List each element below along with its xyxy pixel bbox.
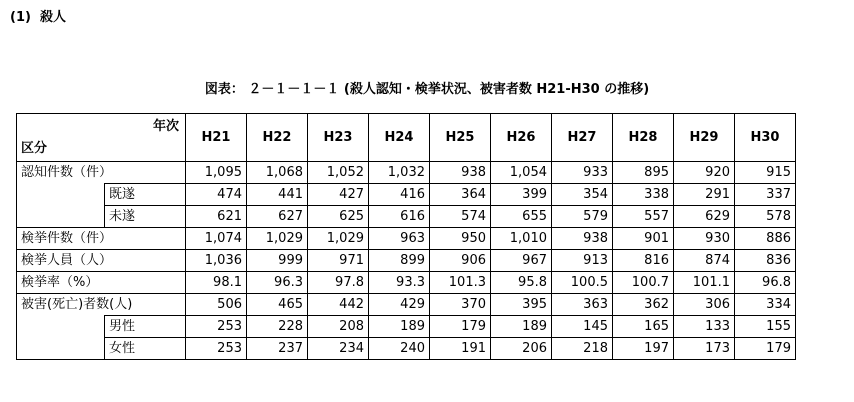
value-cell: 1,052	[308, 162, 369, 184]
value-cell: 191	[430, 338, 491, 360]
indent-cell	[17, 316, 105, 338]
table-row	[17, 338, 796, 360]
table-row	[17, 272, 796, 294]
value-cell: 1,029	[247, 228, 308, 250]
value-cell: 930	[674, 228, 735, 250]
value-cell: 370	[430, 294, 491, 316]
value-cell: 938	[430, 162, 491, 184]
sub-row-label: 女性	[105, 338, 186, 360]
value-cell: 474	[186, 184, 247, 206]
table-row	[17, 316, 796, 338]
value-cell: 362	[613, 294, 674, 316]
row-label: 被害(死亡)者数(人)	[17, 294, 186, 316]
sub-row-label: 未遂	[105, 206, 186, 228]
value-cell: 173	[674, 338, 735, 360]
section-heading: (1) 殺人	[10, 10, 66, 25]
value-cell: 97.8	[308, 272, 369, 294]
column-axis-label: 年次	[152, 119, 179, 134]
value-cell: 579	[552, 206, 613, 228]
header-row	[17, 114, 796, 162]
value-cell: 208	[308, 316, 369, 338]
table-row	[17, 228, 796, 250]
indent-cell	[17, 184, 105, 206]
value-cell: 999	[247, 250, 308, 272]
value-cell: 206	[491, 338, 552, 360]
value-cell: 1,054	[491, 162, 552, 184]
value-cell: 836	[735, 250, 796, 272]
value-cell: 629	[674, 206, 735, 228]
value-cell: 1,095	[186, 162, 247, 184]
year-header: H26	[491, 114, 552, 162]
table-row	[17, 162, 796, 184]
value-cell: 506	[186, 294, 247, 316]
value-cell: 189	[491, 316, 552, 338]
value-cell: 655	[491, 206, 552, 228]
value-cell: 899	[369, 250, 430, 272]
value-cell: 98.1	[186, 272, 247, 294]
value-cell: 967	[491, 250, 552, 272]
value-cell: 291	[674, 184, 735, 206]
table-caption: 図表： ２－１－１－１ (殺人認知・検挙状況、被害者数 H21-H30 の推移)	[204, 82, 650, 97]
sub-row-label: 男性	[105, 316, 186, 338]
value-cell: 625	[308, 206, 369, 228]
value-cell: 253	[186, 338, 247, 360]
value-cell: 96.3	[247, 272, 308, 294]
value-cell: 557	[613, 206, 674, 228]
value-cell: 100.7	[613, 272, 674, 294]
corner-cell	[17, 114, 186, 162]
value-cell: 101.1	[674, 272, 735, 294]
value-cell: 901	[613, 228, 674, 250]
value-cell: 240	[369, 338, 430, 360]
year-header: H30	[735, 114, 796, 162]
value-cell: 429	[369, 294, 430, 316]
value-cell: 364	[430, 184, 491, 206]
year-header: H29	[674, 114, 735, 162]
value-cell: 96.8	[735, 272, 796, 294]
value-cell: 1,036	[186, 250, 247, 272]
value-cell: 133	[674, 316, 735, 338]
row-label: 検挙件数（件）	[17, 228, 186, 250]
value-cell: 465	[247, 294, 308, 316]
statistics-table	[16, 113, 796, 360]
value-cell: 337	[735, 184, 796, 206]
value-cell: 913	[552, 250, 613, 272]
value-cell: 1,032	[369, 162, 430, 184]
value-cell: 1,074	[186, 228, 247, 250]
value-cell: 145	[552, 316, 613, 338]
value-cell: 155	[735, 316, 796, 338]
value-cell: 816	[613, 250, 674, 272]
value-cell: 886	[735, 228, 796, 250]
value-cell: 179	[735, 338, 796, 360]
value-cell: 1,029	[308, 228, 369, 250]
value-cell: 616	[369, 206, 430, 228]
value-cell: 416	[369, 184, 430, 206]
table-row	[17, 184, 796, 206]
value-cell: 578	[735, 206, 796, 228]
value-cell: 399	[491, 184, 552, 206]
value-cell: 621	[186, 206, 247, 228]
value-cell: 627	[247, 206, 308, 228]
value-cell: 363	[552, 294, 613, 316]
year-header: H25	[430, 114, 491, 162]
value-cell: 574	[430, 206, 491, 228]
year-header: H23	[308, 114, 369, 162]
value-cell: 237	[247, 338, 308, 360]
value-cell: 963	[369, 228, 430, 250]
year-header: H21	[186, 114, 247, 162]
value-cell: 971	[308, 250, 369, 272]
value-cell: 189	[369, 316, 430, 338]
value-cell: 165	[613, 316, 674, 338]
indent-cell	[17, 206, 105, 228]
value-cell: 906	[430, 250, 491, 272]
indent-cell	[17, 338, 105, 360]
value-cell: 218	[552, 338, 613, 360]
value-cell: 895	[613, 162, 674, 184]
row-axis-label: 区分	[21, 141, 48, 156]
value-cell: 354	[552, 184, 613, 206]
value-cell: 95.8	[491, 272, 552, 294]
value-cell: 306	[674, 294, 735, 316]
value-cell: 1,010	[491, 228, 552, 250]
value-cell: 933	[552, 162, 613, 184]
value-cell: 395	[491, 294, 552, 316]
value-cell: 441	[247, 184, 308, 206]
value-cell: 93.3	[369, 272, 430, 294]
value-cell: 228	[247, 316, 308, 338]
year-header: H22	[247, 114, 308, 162]
value-cell: 334	[735, 294, 796, 316]
row-label: 検挙率（%）	[17, 272, 186, 294]
value-cell: 197	[613, 338, 674, 360]
value-cell: 427	[308, 184, 369, 206]
value-cell: 874	[674, 250, 735, 272]
value-cell: 915	[735, 162, 796, 184]
table-row	[17, 294, 796, 316]
value-cell: 338	[613, 184, 674, 206]
value-cell: 950	[430, 228, 491, 250]
year-header: H24	[369, 114, 430, 162]
row-label: 認知件数（件）	[17, 162, 186, 184]
value-cell: 100.5	[552, 272, 613, 294]
year-header: H28	[613, 114, 674, 162]
value-cell: 442	[308, 294, 369, 316]
value-cell: 938	[552, 228, 613, 250]
table-row	[17, 250, 796, 272]
table-row	[17, 206, 796, 228]
value-cell: 101.3	[430, 272, 491, 294]
sub-row-label: 既遂	[105, 184, 186, 206]
value-cell: 179	[430, 316, 491, 338]
value-cell: 920	[674, 162, 735, 184]
value-cell: 234	[308, 338, 369, 360]
year-header: H27	[552, 114, 613, 162]
value-cell: 253	[186, 316, 247, 338]
value-cell: 1,068	[247, 162, 308, 184]
row-label: 検挙人員（人）	[17, 250, 186, 272]
